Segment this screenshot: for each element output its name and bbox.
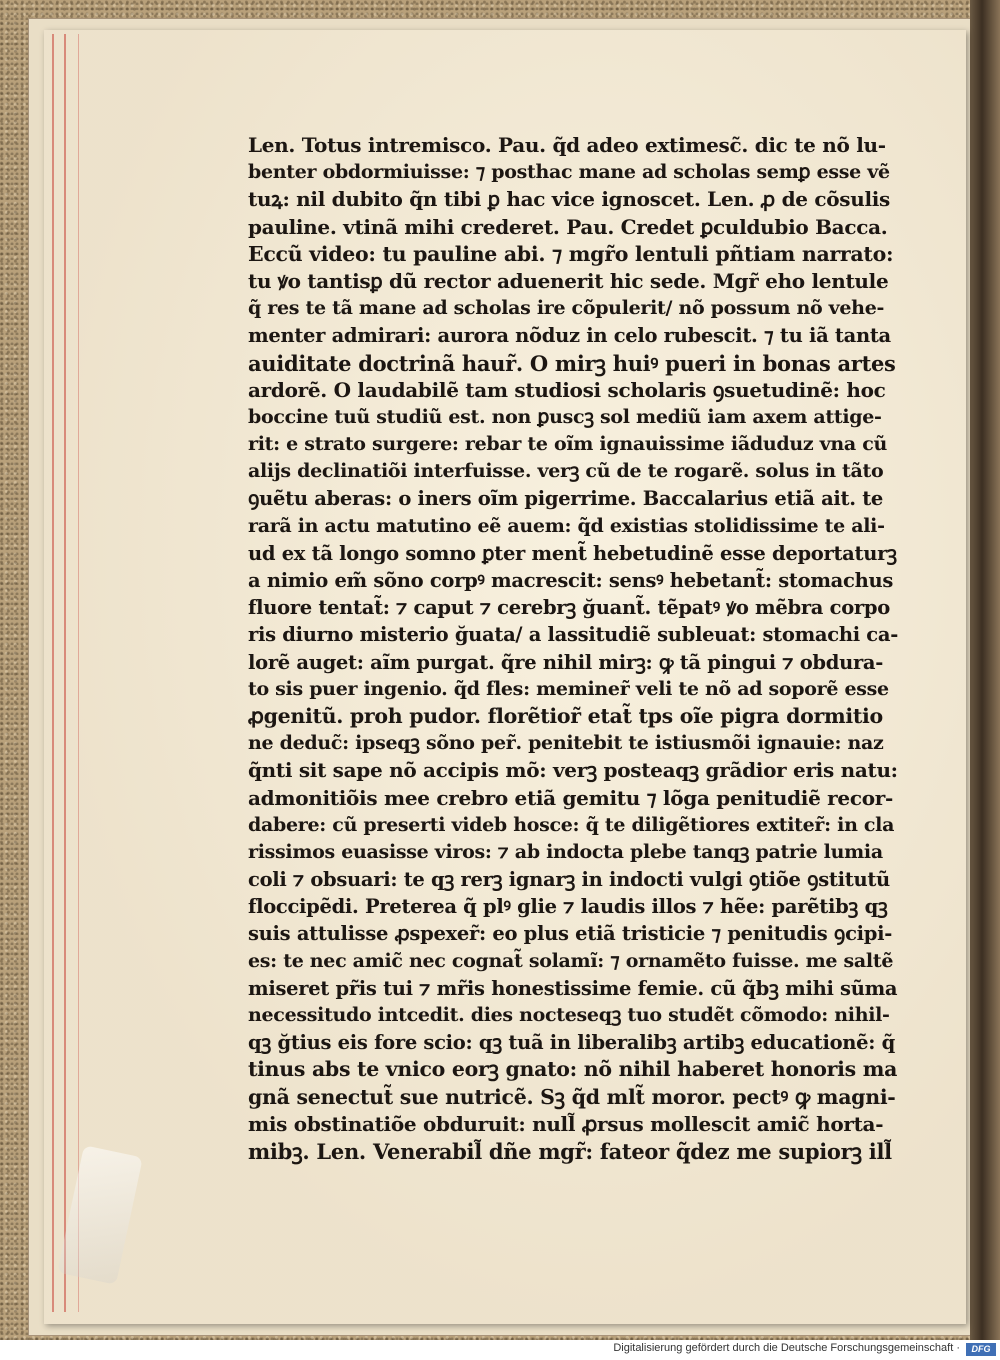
text-line: a nimio em̃ sõno corpꝰ macrescit: sensꝰ hebetant̃: stomachus: [248, 569, 894, 592]
text-line: dabere: cũ preserti videb hosce: q̃ te diligẽtiores extiter̃: in cla: [248, 813, 895, 836]
text-line: pauline. vtinã mihi crederet. Pau. Credet ꝑculdubio Bacca.: [248, 214, 888, 239]
text-line: necessitudo intcedit. dies nocteseqꝫ tuo studẽt cõmodo: nihil-: [248, 1004, 890, 1026]
text-line: qꝫ ğtius eis fore scio: qꝫ tuã in liberalibꝫ artibꝫ educationẽ: q̃: [248, 1031, 895, 1055]
text-line: tuꝝ: nil dubito q̃n tibi ꝑ hac vice ignoscet. Len. ꝓ de cõsulis: [248, 187, 891, 212]
text-line: Eccũ video: tu pauline abi. ⁊ mgr̃o lentuli pñtiam narrato:: [248, 241, 894, 266]
text-line: Len. Totus intremisco. Pau. q̃d adeo extimesc̃. dic te nõ lu-: [248, 133, 886, 157]
text-line: tu ꝟo tantisꝑ dũ rector aduenerit hic sede. Mgr̃ eho lentule: [248, 268, 889, 293]
text-line: miseret pr̃is tui ⁊ mr̃is honestissime femie. cũ q̃bꝫ mihi sũma: [248, 976, 898, 1000]
page-edge-line: [64, 34, 66, 1312]
text-line: ꝓgenitũ. proh pudor. florẽtior̃ etat̃ tps oĩe pigra dormitio: [248, 703, 883, 728]
text-line: mibꝫ. Len. Venerabil̃ dñe mgr̃: fateor q̃dez me supiorꝫ ill̃: [248, 1138, 892, 1164]
text-line: ardorẽ. O laudabilẽ tam studiosi scholaris ꝯsuetudinẽ: hoc: [248, 377, 886, 402]
dfg-logo: DFG: [966, 1343, 996, 1356]
text-line: ud ex tã longo somno ꝑter ment̃ hebetudinẽ esse deportaturꝫ: [248, 541, 897, 565]
text-line: ris diurno misterio ğuata/ a lassitudiẽ subleuat: stomachi ca-: [248, 623, 898, 647]
text-line: es: te nec amic̃ nec cognat̃ solamĩ: ⁊ ornamẽto fuisse. me saltẽ: [248, 949, 894, 972]
text-line: lorẽ auget: aĩm purgat. q̃re nihil mirꝫ: ꝙ tã pingui ⁊ obdura-: [248, 650, 884, 674]
book-gutter: [970, 0, 1000, 1340]
text-line: alijs declinatiõi interfuisse. verꝫ cũ de te rogarẽ. solus in tãto: [248, 460, 884, 483]
text-line: fluore tentat̃: ⁊ caput ⁊ cerebrꝫ ğuant̃. tẽpatꝰ ꝟo mẽbra corpo: [248, 596, 890, 620]
text-line: to sis puer ingenio. q̃d fles: meminer̃ veli te nõ ad soporẽ esse: [248, 677, 889, 700]
text-line: rarã in actu matutino eẽ auem: q̃d existias stolidissime te ali-: [248, 514, 885, 537]
text-line: ne deduc̃: ipseqꝫ sõno per̃. penitebit te istiusmõi ignauie: naz: [248, 732, 884, 755]
text-line: gnã senectut̃ sue nutricẽ. Sꝫ q̃d mlt̃ moror. pectꝰ ꝙ magni-: [248, 1084, 896, 1109]
text-line: coli ⁊ obsuari: te qꝫ rerꝫ ignarꝫ in indocti vulgi ꝯtiõe ꝯstitutũ: [248, 868, 890, 892]
text-line: auiditate doctrinã haur̃. O mirꝫ huiꝰ pueri in bonas artes: [248, 350, 896, 376]
text-line: admonitiõis mee crebro etiã gemitu ⁊ lõga penitudiẽ recor-: [248, 785, 893, 810]
text-line: mis obstinatiõe obduruit: null̃ ꝓrsus mollescit amic̃ horta-: [248, 1111, 884, 1136]
text-line: q̃nti sit sape nõ accipis mõ: verꝫ posteaqꝫ grãdior eris natu:: [248, 758, 898, 783]
body-text: [248, 132, 898, 1165]
text-line: rit: e strato surgere: rebar te oĩm ignauissime iãduduz vna cũ: [248, 433, 887, 456]
text-line: q̃ res te tã mane ad scholas ire cõpulerit/ nõ possum nõ vehe-: [248, 297, 885, 320]
footer-credit: Digitalisierung gefördert durch die Deutsche Forschungsgemeinschaft ·: [613, 1342, 960, 1354]
text-line: boccine tuũ studiũ est. non ꝑuscꝫ sol mediũ iam axem attige-: [248, 405, 882, 428]
text-line: ꝯuẽtu aberas: o iners oĩm pigerrime. Baccalarius etiã ait. te: [248, 487, 884, 511]
page-edge-line: [78, 34, 79, 1312]
text-line: benter obdormiuisse: ⁊ posthac mane ad scholas semꝑ esse vẽ: [248, 161, 890, 184]
footer-bar: [0, 1340, 1000, 1360]
text-line: suis attulisse ꝓspexer̃: eo plus etiã tristicie ⁊ penitudis ꝯcipi-: [248, 922, 892, 946]
text-line: rissimos euasisse viros: ⁊ ab indocta plebe tanqꝫ patrie lumia: [248, 840, 883, 863]
text-line: tinus abs te vnico eorꝫ gnato: nõ nihil haberet honoris ma: [248, 1057, 898, 1082]
page-edge-line: [52, 34, 54, 1312]
text-line: menter admirari: aurora nõduz in celo rubescit. ⁊ tu iã tanta: [248, 324, 891, 348]
text-line: floccipẽdi. Preterea q̃ plꝰ glie ⁊ laudis illos ⁊ hẽe: parẽtibꝫ qꝫ: [248, 895, 888, 919]
